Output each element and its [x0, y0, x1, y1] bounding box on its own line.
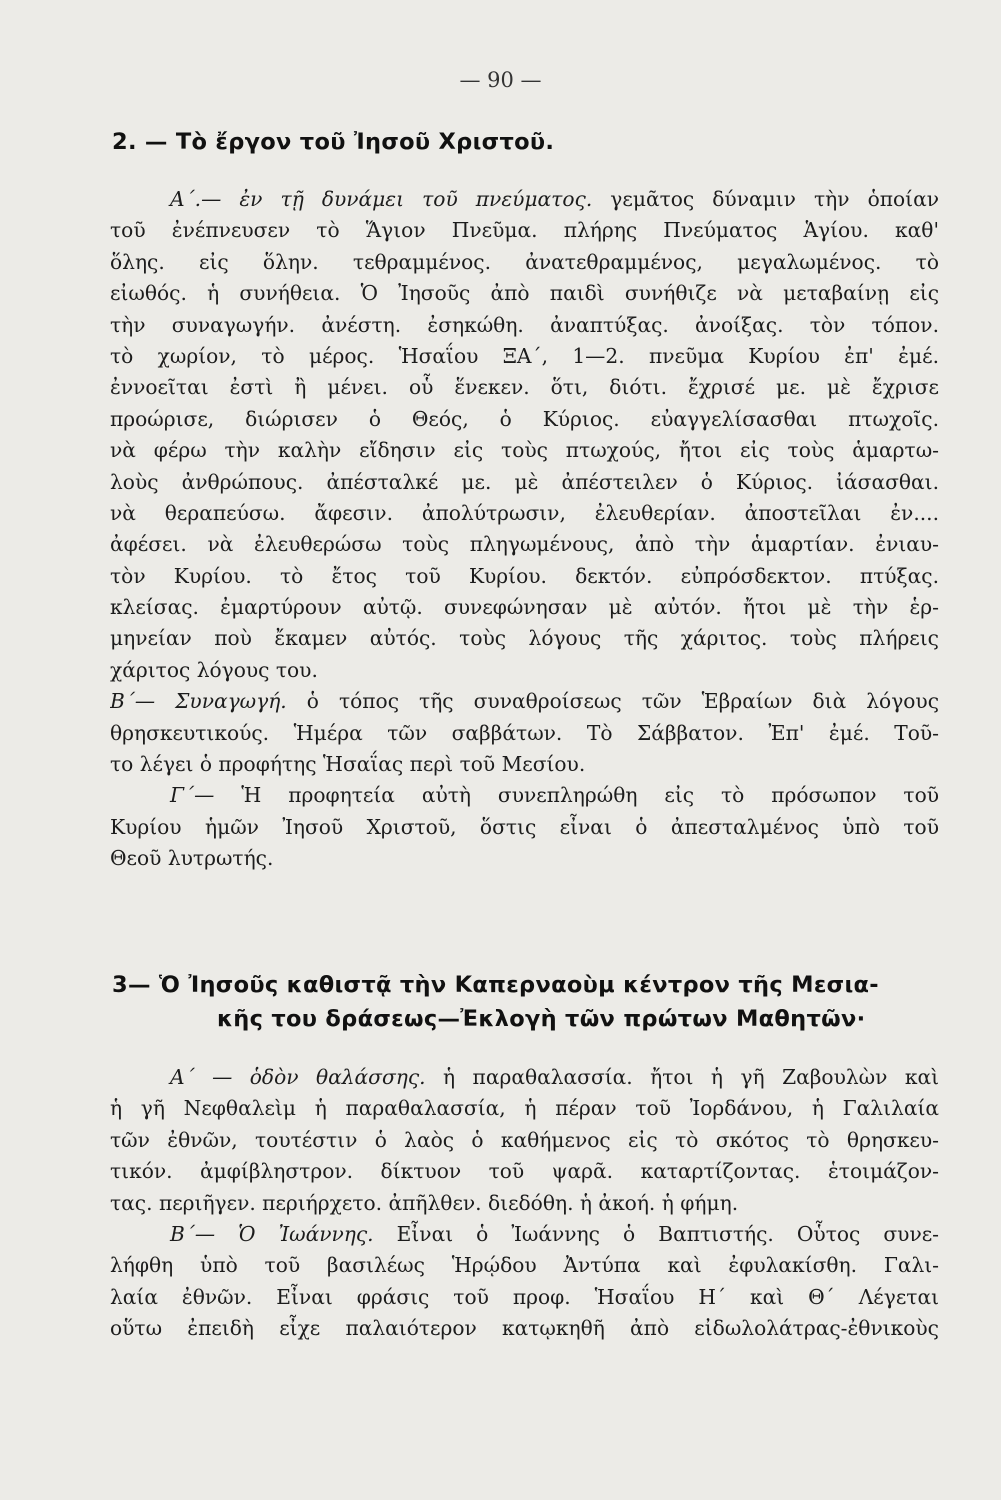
section-3-heading-line-2: κῆς του δράσεως—Ἐκλογὴ τῶν πρώτων Μαθητῶν· [217, 1006, 866, 1032]
text-line: εἰωθός. ἡ συνήθεια. Ὁ Ἰησοῦς ἀπὸ παιδὶ συνήθιζε νὰ μεταβαίνῃ εἰς [110, 281, 939, 306]
text-line: τῶν ἐθνῶν, τουτέστιν ὁ λαὸς ὁ καθήμενος εἰς τὸ σκότος τὸ θρησκευ- [110, 1127, 939, 1152]
text-line: Β΄— Συναγωγή. ὁ τόπος τῆς συναθροίσεως τῶν Ἑβραίων διὰ λόγους [110, 689, 939, 714]
text-line: τὸ χωρίον, τὸ μέρος. Ἡσαΐου ΞΑ΄, 1—2. πνεῦμα Κυρίου ἐπ' ἐμέ. [110, 343, 939, 368]
text-line: τὸν Κυρίου. τὸ ἔτος τοῦ Κυρίου. δεκτόν. εὐπρόσδεκτον. πτύξας. [110, 563, 939, 588]
section-3-body [110, 1062, 939, 1345]
text-line: Θεοῦ λυτρωτής. [110, 846, 274, 871]
page-number: — 90 — [459, 68, 542, 92]
text-line: προώρισε, διώρισεν ὁ Θεός, ὁ Κύριος. εὐαγγελίσασθαι πτωχοῖς. [110, 406, 939, 431]
text-line: νὰ θεραπεύσω. ἄφεσιν. ἀπολύτρωσιν, ἐλευθερίαν. ἀποστεῖλαι ἐν.... [110, 500, 939, 525]
text-line: Κυρίου ἡμῶν Ἰησοῦ Χριστοῦ, ὅστις εἶναι ὁ ἀπεσταλμένος ὑπὸ τοῦ [110, 814, 939, 839]
text-line: τας. περιῆγεν. περιήρχετο. ἀπῆλθεν. διεδόθη. ἡ ἀκοή. ἡ φήμη. [110, 1190, 739, 1215]
section-3-heading [112, 968, 941, 1036]
text-line: χάριτος λόγους του. [110, 657, 318, 682]
text-line: λοὺς ἀνθρώπους. ἀπέσταλκέ με. μὲ ἀπέστειλεν ὁ Κύριος. ἰάσασθαι. [110, 469, 939, 494]
text-line: θρησκευτικούς. Ἡμέρα τῶν σαββάτων. Τὸ Σάββατον. Ἐπ' ἐμέ. Τοῦ- [110, 720, 939, 745]
text-line: Α΄ — ὁδὸν θαλάσσης. ἡ παραθαλασσία. ἤτοι ἡ γῆ Ζαβουλὼν καὶ [170, 1065, 939, 1089]
text-line: τικόν. ἀμφίβληστρον. δίκτυον τοῦ ψαρᾶ. καταρτίζοντας. ἑτοιμάζον- [110, 1159, 939, 1184]
text-line: τοῦ ἐνέπνευσεν τὸ Ἅγιον Πνεῦμα. πλήρης Πνεύματος Ἁγίου. καθ' [110, 218, 939, 243]
text-line: μηνείαν ποὺ ἔκαμεν αὐτός. τοὺς λόγους τῆς χάριτος. τοὺς πλήρεις [110, 626, 939, 651]
text-line: ἐννοεῖται ἐστὶ ἢ μένει. οὗ ἕνεκεν. ὅτι, διότι. ἔχρισέ με. μὲ ἔχρισε [110, 375, 939, 400]
text-line: Α΄.— ἐν τῇ δυνάμει τοῦ πνεύματος. γεμᾶτος δύναμιν τὴν ὁποίαν [170, 187, 939, 211]
text-line: τὴν συναγωγήν. ἀνέστη. ἐσηκώθη. ἀναπτύξας. ἀνοίξας. τὸν τόπον. [110, 312, 939, 337]
text-line: κλείσας. ἐμαρτύρουν αὐτῷ. συνεφώνησαν μὲ αὐτόν. ἤτοι μὲ τὴν ἑρ- [110, 595, 939, 620]
text-line: ὅλης. εἰς ὅλην. τεθραμμένος. ἀνατεθραμμένος, μεγαλωμένος. τὸ [110, 249, 939, 274]
text-line: το λέγει ὁ προφήτης Ἡσαΐας περὶ τοῦ Μεσίου. [110, 752, 586, 777]
text-line: νὰ φέρω τὴν καλὴν εἴδησιν εἰς τοὺς πτωχούς, ἤτοι εἰς τοὺς ἁμαρτω- [110, 438, 939, 463]
text-line: ἡ γῆ Νεφθαλεὶμ ἡ παραθαλασσία, ἡ πέραν τοῦ Ἰορδάνου, ἡ Γαλιλαία [110, 1096, 939, 1121]
section-2-heading: 2. — Τὸ ἔργον τοῦ Ἰησοῦ Χριστοῦ. [112, 129, 555, 155]
text-line: Β΄— Ὁ Ἰωάννης. Εἶναι ὁ Ἰωάννης ὁ Βαπτιστής. Οὗτος συνε- [170, 1221, 939, 1246]
text-line: λήφθη ὑπὸ τοῦ βασιλέως Ἡρῴδου Ἀντύπα καὶ ἐφυλακίσθη. Γαλι- [110, 1253, 939, 1278]
text-line: Γ΄— Ἡ προφητεία αὐτὴ συνεπληρώθη εἰς τὸ πρόσωπον τοῦ [170, 783, 939, 808]
section-3-heading-line-1: 3— Ὁ Ἰησοῦς καθιστᾷ τὴν Καπερναοὺμ κέντρον τῆς Μεσια- [112, 972, 879, 998]
text-line: ἀφέσει. νὰ ἐλευθερώσω τοὺς πληγωμένους, ἀπὸ τὴν ἁμαρτίαν. ἐνιαυ- [110, 532, 939, 557]
text-line: οὕτω ἐπειδὴ εἶχε παλαιότερον κατῳκηθῆ ἀπὸ εἰδωλολάτρας-ἐθνικοὺς [110, 1316, 939, 1341]
section-2-body [110, 184, 939, 875]
text-line: λαία ἐθνῶν. Εἶναι φράσις τοῦ προφ. Ἡσαΐου Η΄ καὶ Θ΄ Λέγεται [110, 1284, 939, 1309]
